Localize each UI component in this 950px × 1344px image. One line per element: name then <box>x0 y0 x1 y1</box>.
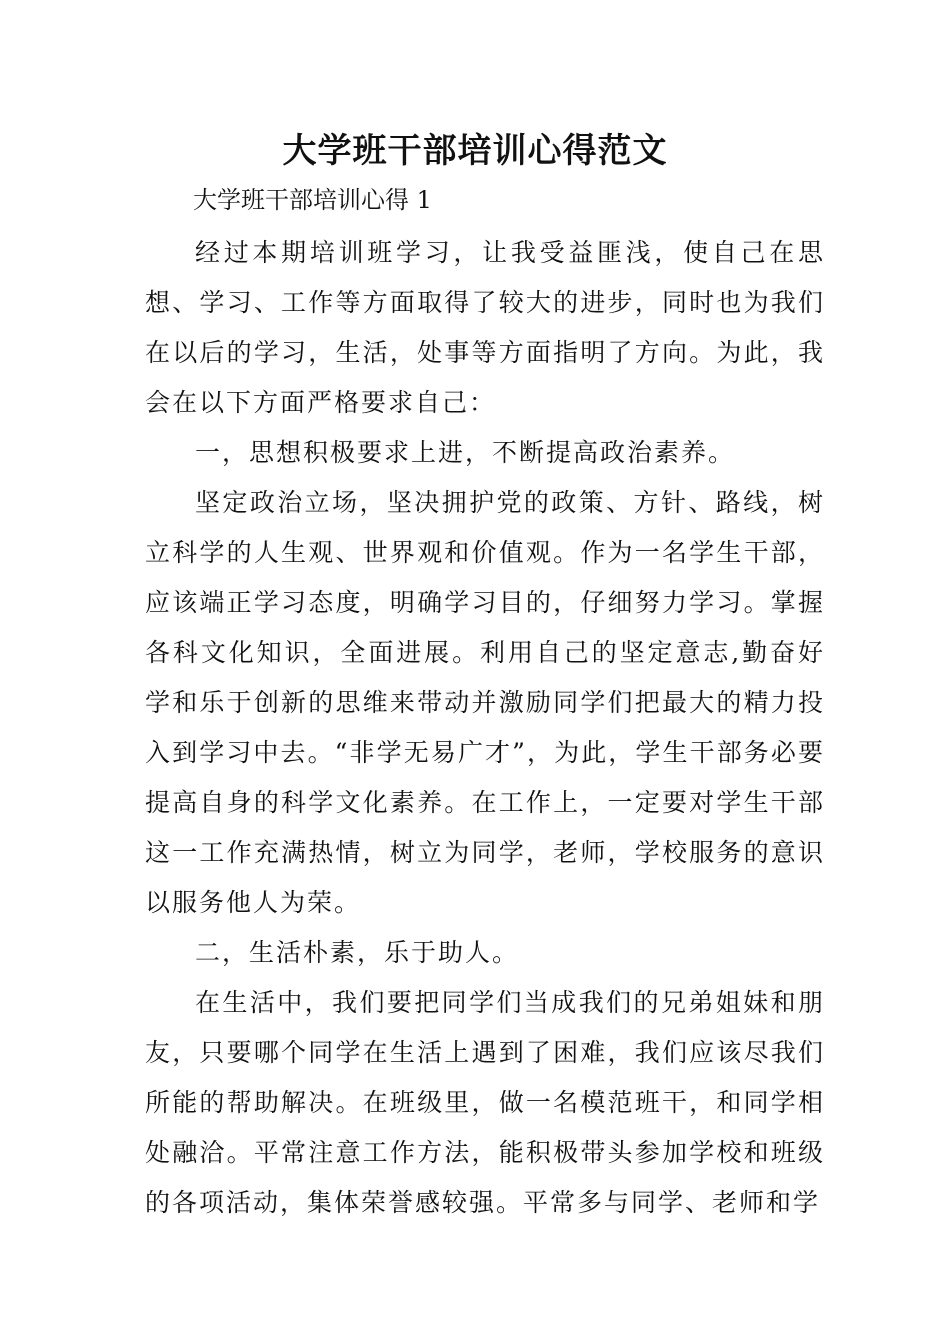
section-heading-2: 二，生活朴素，乐于助人。 <box>195 938 520 967</box>
paragraph-section-1: 坚定政治立场，坚决拥护党的政策、方针、路线，树立科学的人生观、世界观和价值观。作为一名学生干部，应该端正学习态度，明确学习目的，仔细努力学习。掌握各科文化知识，全面进展。利用自己的坚定意志,勤奋好学和乐于创新的思维来带动并激励同学们把最大的精力投入到学习中去。“非学无易广才”，为此，学生干部务必要提高自身的科学文化素养。在工作上，一定要对学生干部这一工作充满热情，树立为同学，老师，学校服务的意识以服务他人为荣。 <box>145 488 825 917</box>
document-subtitle: 大学班干部培训心得 1 <box>193 186 432 214</box>
document-body <box>145 228 825 1228</box>
section-heading-1: 一，思想积极要求上进，不断提高政治素养。 <box>195 438 736 467</box>
paragraph-section-2: 在生活中，我们要把同学们当成我们的兄弟姐妹和朋友，只要哪个同学在生活上遇到了困难，我们应该尽我们所能的帮助解决。在班级里，做一名模范班干，和同学相处融洽。平常注意工作方法，能积极带头参加学校和班级的各项活动，集体荣誉感较强。平常多与同学、老师和学 <box>145 988 825 1217</box>
document-title: 大学班干部培训心得范文 <box>282 131 668 171</box>
paragraph-intro: 经过本期培训班学习，让我受益匪浅，使自己在思想、学习、工作等方面取得了较大的进步，同时也为我们在以后的学习，生活，处事等方面指明了方向。为此，我会在以下方面严格要求自己： <box>145 238 825 417</box>
